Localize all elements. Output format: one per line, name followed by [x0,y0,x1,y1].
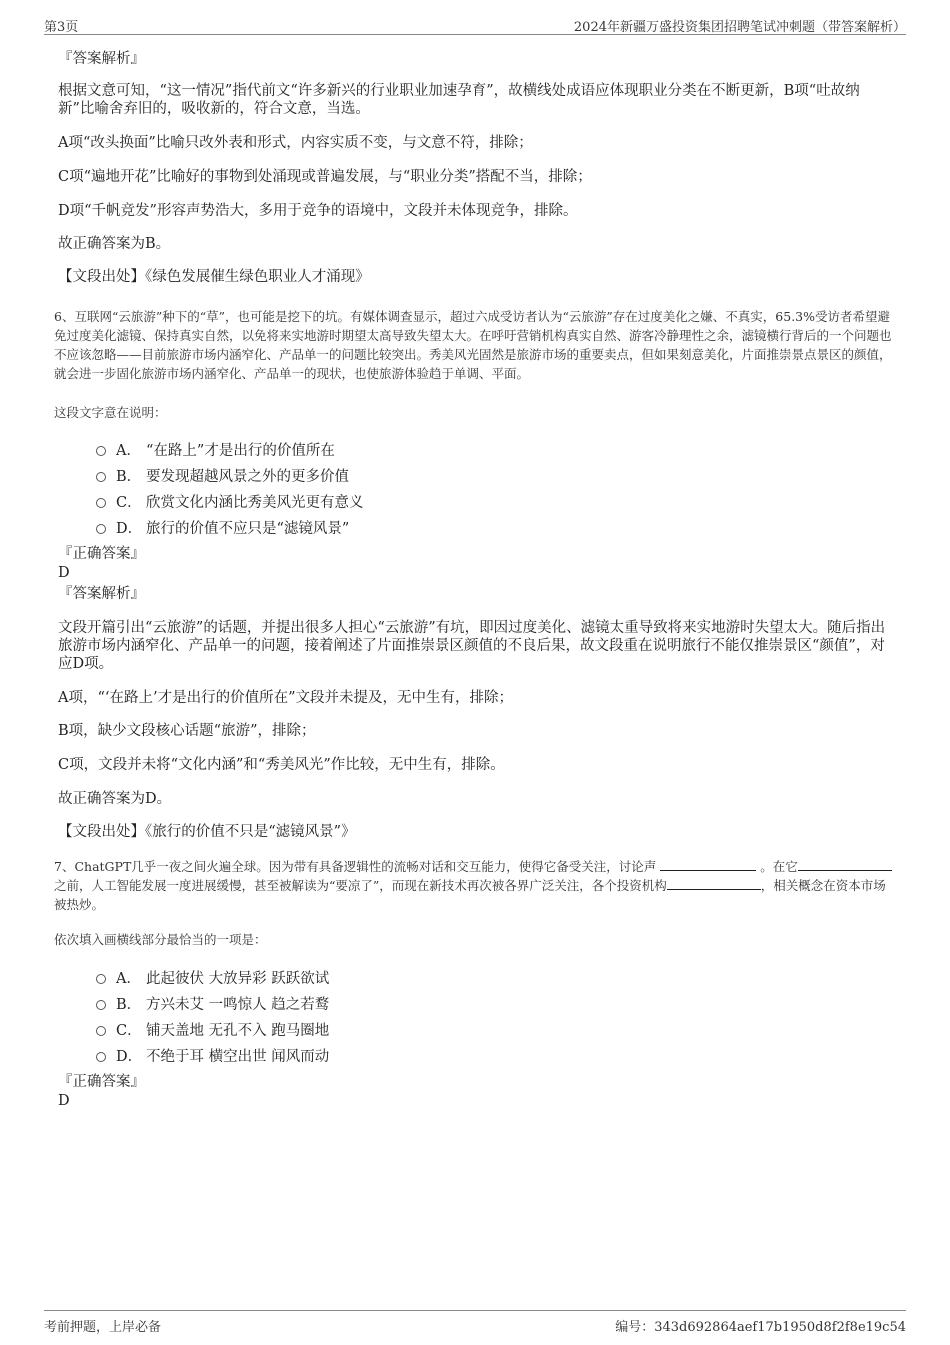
answer-value: D [58,565,70,581]
page-number: 第3页 [44,20,79,35]
analysis-option-c: C项，文段并未将“文化内涵”和“秀美风光”作比较，无中生有，排除。 [58,757,505,773]
analysis-option-d: D项“千帆竞发”形容声势浩大，多用于竞争的语境中，文段并未体现竞争，排除。 [58,203,578,219]
answer-value: D [58,1093,70,1109]
analysis-conclusion: 故正确答案为B。 [58,236,171,252]
question-7-option-c[interactable]: C． 铺天盖地 无孔不入 跑马圈地 [96,1019,329,1039]
radio-icon[interactable] [96,1000,106,1010]
question-6-option-a[interactable]: A． “在路上”才是出行的价值所在 [96,439,335,459]
analysis-paragraph: 根据文意可知，“这一情况”指代前文“许多新兴的行业职业加速孕育”，故横线处成语应体现职业分类在不断更新，B项“吐故纳新”比喻舍弃旧的，吸收新的，符合文意，当选。 [58,83,860,117]
answer-heading: 『正确答案』 [58,1074,145,1090]
analysis-option-a: A项，“‘在路上’才是出行的价值所在”文段并未提及，无中生有，排除； [58,690,514,706]
radio-icon[interactable] [96,498,106,508]
radio-icon[interactable] [96,1026,106,1036]
question-6-option-b[interactable]: B． 要发现超越风景之外的更多价值 [96,465,349,485]
radio-icon[interactable] [96,446,106,456]
document-title: 2024年新疆万盛投资集团招聘笔试冲刺题（带答案解析） [573,20,906,35]
fill-blank-2 [798,858,892,871]
radio-icon[interactable] [96,524,106,534]
analysis-heading: 『答案解析』 [58,586,145,602]
analysis-option-a: A项“改头换面”比喻只改外表和形式，内容实质不变，与文意不符，排除； [58,135,533,151]
analysis-paragraph: 文段开篇引出“云旅游”的话题，并提出很多人担心“云旅游”有坑，即因过度美化、滤镜太重导致将来实地游时失望太大。随后指出旅游市场内涵窄化、产品单一的问题，接着阐述了片面推崇景区颜值的不良后果，故文段重在说明旅行不能仅推崇景区“颜值”，对应D项。 [58,620,886,672]
question-7-option-d[interactable]: D． 不绝于耳 横空出世 闻风而动 [96,1045,329,1065]
footer-slogan: 考前押题，上岸必备 [44,1320,162,1335]
radio-icon[interactable] [96,1052,106,1062]
question-6-text: 6、互联网“云旅游”种下的“草”，也可能是挖下的坑。有媒体调查显示，超过六成受访者认为“云旅游”存在过度美化之嫌、不真实，65.3%受访者希望避免过度美化滤镜、保持真实自然，以免将来实地游时期望太高导致失望太大。在呼吁营销机构真实自然、游客冷静理性之余，滤镜横行背后的一个问题也不应该忽略——目前旅游市场内涵窄化、产品单一的问题比较突出。秀美风光固然是旅游市场的重要卖点，但如果刻意美化，片面推崇景点景区的颜值，就会进一步固化旅游市场内涵窄化、产品单一的现状，也使旅游体验趋于单调、平面。 [54,309,892,381]
question-7-text: 7、ChatGPT几乎一夜之间火遍全球。因为带有具备逻辑性的流畅对话和交互能力，使得它备受关注，讨论声 。在它之前，人工智能发展一度进展缓慢，甚至被解读为“要凉了”，而现在新技术再次被各界广泛关注，各个投资机构 ，相关概念在资本市场被热炒。 [54,857,894,914]
radio-icon[interactable] [96,974,106,984]
analysis-option-c: C项“遍地开花”比喻好的事物到处涌现或普遍发展，与“职业分类”搭配不当，排除； [58,169,592,185]
question-6-prompt: 这段文字意在说明： [54,405,167,420]
analysis-option-b: B项，缺少文段核心话题“旅游”，排除； [58,723,316,739]
page-header [44,14,906,35]
page-footer [44,1310,906,1335]
analysis-heading: 『答案解析』 [58,51,145,67]
fill-blank-1 [660,858,756,871]
source-citation: 【文段出处】《绿色发展催生绿色职业人才涌现》 [58,269,370,285]
question-6-option-d[interactable]: D． 旅行的价值不应只是“滤镜风景” [96,517,349,537]
radio-icon[interactable] [96,472,106,482]
question-7-prompt: 依次填入画横线部分最恰当的一项是： [54,932,267,947]
analysis-conclusion: 故正确答案为D。 [58,791,172,807]
question-7-option-a[interactable]: A． 此起彼伏 大放异彩 跃跃欲试 [96,967,329,987]
question-6-option-c[interactable]: C． 欣赏文化内涵比秀美风光更有意义 [96,491,364,511]
document-code: 编号：343d692864aef17b1950d8f2f8e19c54 [615,1320,906,1335]
source-citation: 【文段出处】《旅行的价值不只是“滤镜风景”》 [58,824,356,840]
answer-heading: 『正确答案』 [58,546,145,562]
fill-blank-3 [667,877,761,890]
question-7-option-b[interactable]: B． 方兴未艾 一鸣惊人 趋之若鹜 [96,993,329,1013]
